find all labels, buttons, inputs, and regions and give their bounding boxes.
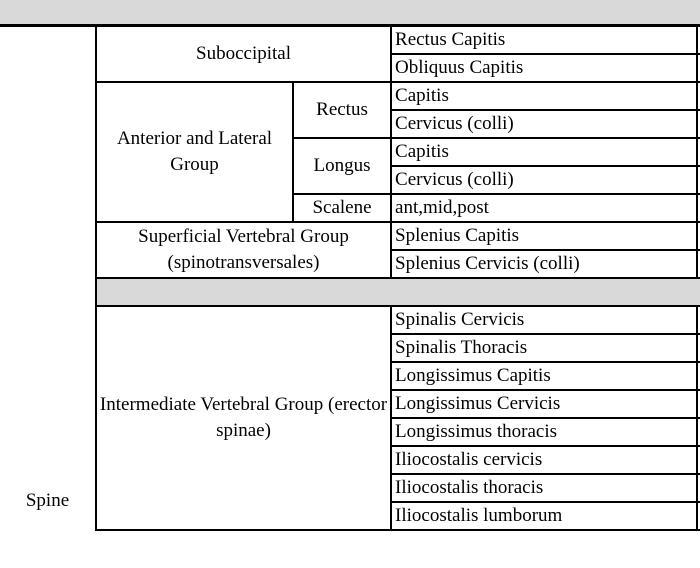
muscle-cell: ant,mid,post: [391, 194, 697, 222]
spine-muscle-table: [0, 25, 700, 531]
group-label: Intermediate Vertebral Group (erector spinae): [99, 394, 388, 441]
group-cell-anterior-lateral: [96, 82, 293, 222]
separator-band: [96, 278, 700, 306]
muscle-cell: Longissimus Capitis: [391, 362, 697, 390]
header-band: [0, 0, 700, 26]
muscle-cell: Longissimus thoracis: [391, 418, 697, 446]
group-cell-superficial: [96, 222, 391, 278]
table-row: [0, 306, 700, 334]
muscle-cell: Capitis: [391, 82, 697, 110]
muscle-cell: Rectus Capitis: [391, 26, 697, 54]
table-row: [0, 26, 700, 54]
region-cell-spine: [0, 26, 96, 530]
muscle-cell: Spinalis Cervicis: [391, 306, 697, 334]
subgroup-cell-rectus: [293, 82, 391, 138]
muscle-cell: Capitis: [391, 138, 697, 166]
muscle-cell: Obliquus Capitis: [391, 54, 697, 82]
group-label: Superficial Vertebral Group (spinotransversales): [138, 226, 349, 273]
subgroup-cell-scalene: [293, 194, 391, 222]
muscle-cell: Iliocostalis thoracis: [391, 474, 697, 502]
table-row: [0, 82, 700, 110]
subgroup-label: Rectus: [316, 99, 368, 120]
group-cell-suboccipital: [96, 26, 391, 82]
group-label: Suboccipital: [196, 43, 291, 64]
group-label: Anterior and Lateral Group: [116, 128, 273, 175]
muscle-cell: Iliocostalis lumborum: [391, 502, 697, 530]
group-cell-intermediate: [96, 306, 391, 530]
region-label: Spine: [25, 490, 70, 511]
muscle-cell: Iliocostalis cervicis: [391, 446, 697, 474]
muscle-cell: Splenius Capitis: [391, 222, 697, 250]
muscle-cell: Cervicus (colli): [391, 166, 697, 194]
table-row: [0, 278, 700, 306]
subgroup-label: Scalene: [312, 197, 372, 218]
table-row: [0, 222, 700, 250]
muscle-cell: Cervicus (colli): [391, 110, 697, 138]
subgroup-cell-longus: [293, 138, 391, 194]
muscle-cell: Longissimus Cervicis: [391, 390, 697, 418]
muscle-cell: Spinalis Thoracis: [391, 334, 697, 362]
subgroup-label: Longus: [313, 155, 371, 176]
muscle-cell: Splenius Cervicis (colli): [391, 250, 697, 278]
